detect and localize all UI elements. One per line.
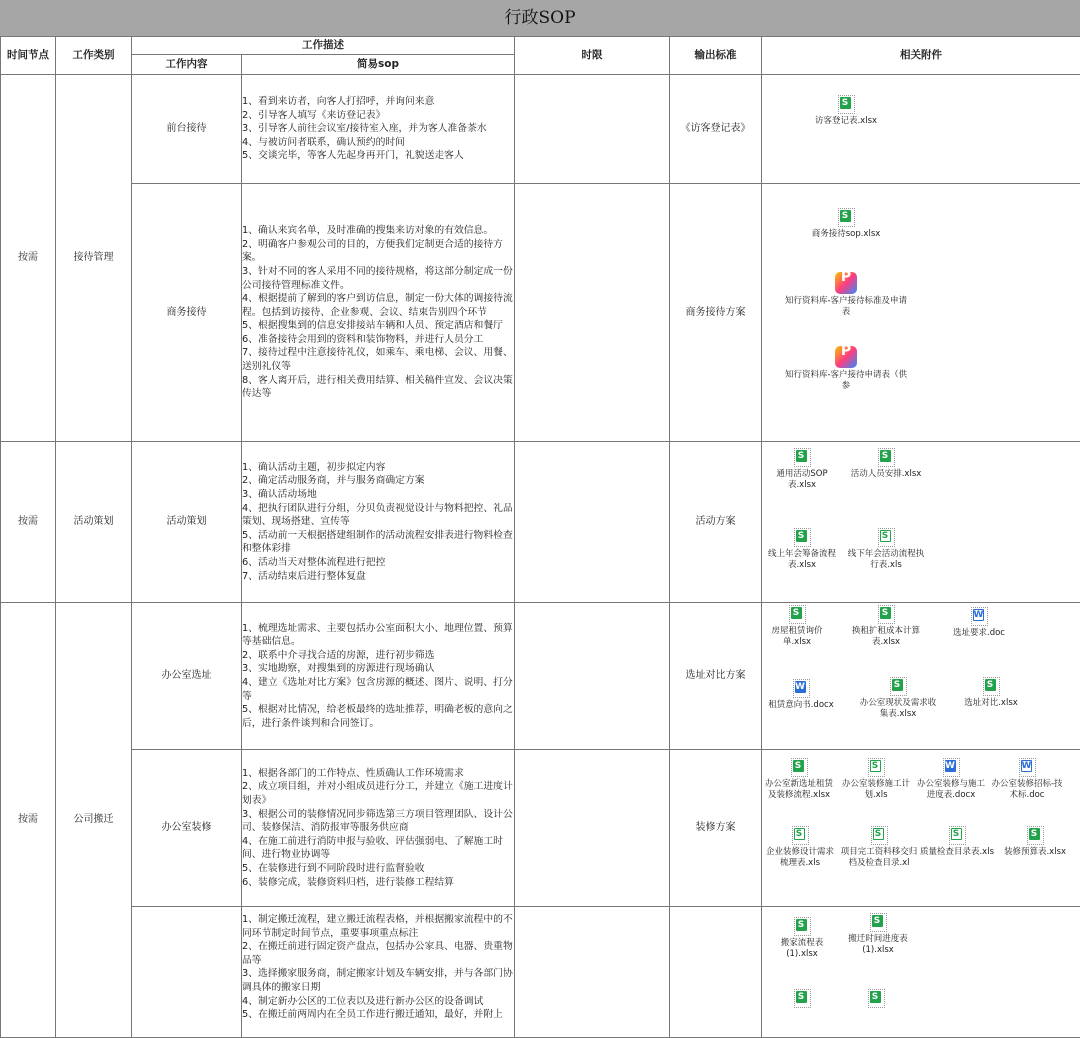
header-output[interactable]: 输出标准 bbox=[670, 37, 762, 75]
time-node-cell[interactable]: 按需 bbox=[1, 75, 56, 442]
attachment-file[interactable] bbox=[847, 605, 925, 647]
deadline-cell[interactable] bbox=[515, 442, 670, 603]
app-file-icon: P bbox=[835, 272, 857, 294]
excel-file-icon: S bbox=[794, 917, 811, 936]
attachment-filename: 线上年会筹备流程表.xlsx bbox=[768, 549, 836, 570]
attachment-filename: 通用活动SOP表.xlsx bbox=[776, 469, 827, 490]
sop-line: 2、确定活动服务商，并与服务商确定方案 bbox=[242, 474, 514, 488]
excel-file-icon: S bbox=[794, 448, 811, 467]
excel-file-icon: S bbox=[868, 758, 885, 777]
sop-line: 8、客人离开后，进行相关费用结算、相关稿件宣发、会议决策传达等 bbox=[242, 374, 514, 401]
sop-line: 3、引导客人前往会议室/接待室入座，并为客人准备茶水 bbox=[242, 122, 514, 136]
attachment-file[interactable] bbox=[837, 989, 915, 1010]
header-simple-sop[interactable]: 简易sop bbox=[242, 55, 515, 75]
sop-line: 2、联系中介寻找合适的房源，进行初步筛选 bbox=[242, 649, 514, 663]
excel-file-icon: S bbox=[792, 826, 809, 845]
sop-line: 2、在搬迁前进行固定资产盘点，包括办公家具、电器、贵重物品等 bbox=[242, 940, 514, 967]
sop-line: 6、准备接待会用到的资料和装饰物料，并进行人员分工 bbox=[242, 333, 514, 347]
output-cell[interactable]: 商务接待方案 bbox=[670, 184, 762, 442]
sop-line: 1、制定搬迁流程，建立搬迁流程表格，并根据搬家流程中的不同环节制定时间节点，重要事项重点标注 bbox=[242, 913, 514, 940]
attachment-file[interactable] bbox=[847, 528, 925, 570]
attachment-filename: 搬家流程表(1).xlsx bbox=[781, 938, 824, 959]
sop-cell[interactable] bbox=[242, 184, 515, 442]
attachment-file[interactable] bbox=[765, 448, 839, 490]
app-file-icon: P bbox=[835, 346, 857, 368]
attachments-cell[interactable] bbox=[762, 603, 1080, 750]
excel-file-icon: S bbox=[868, 989, 885, 1008]
attachment-file[interactable] bbox=[939, 607, 1019, 639]
attachment-filename: 企业装修设计需求梳理表.xls bbox=[766, 847, 834, 868]
attachment-filename: 项目完工资料移交归档及检查目录.xl bbox=[841, 847, 918, 868]
attachment-filename: 办公室装修招标-技术标.doc bbox=[991, 779, 1062, 800]
attachment-filename: 知行资料库-客户接待标准及申请表 bbox=[785, 296, 907, 317]
sop-line: 1、确认来宾名单，及时准确的搜集来访对象的有效信息。 bbox=[242, 224, 514, 238]
deadline-cell[interactable] bbox=[515, 750, 670, 907]
word-file-icon: W bbox=[1019, 758, 1036, 777]
sheet-title: 行政SOP bbox=[0, 0, 1080, 37]
attachment-filename: 租赁意向书.docx bbox=[768, 700, 834, 710]
excel-file-icon: S bbox=[878, 605, 895, 624]
attachment-filename: 知行资料库-客户接待申请表（供参 bbox=[785, 370, 907, 391]
attachment-filename: 房屋租赁询价单.xlsx bbox=[771, 626, 822, 647]
sop-line: 3、选择搬家服务商，制定搬家计划及车辆安排，并与各部门协调具体的搬家日期 bbox=[242, 967, 514, 994]
sop-line: 5、在搬迁前两周内在全员工作进行搬迁通知，最好，并附上 bbox=[242, 1008, 514, 1022]
excel-file-icon: S bbox=[878, 528, 895, 547]
content-cell[interactable]: 办公室选址 bbox=[132, 603, 242, 750]
excel-file-icon: S bbox=[791, 758, 808, 777]
header-work-desc[interactable]: 工作描述 bbox=[132, 37, 515, 55]
excel-file-icon: S bbox=[949, 826, 966, 845]
attachment-file[interactable] bbox=[762, 605, 833, 647]
attachments-cell[interactable] bbox=[762, 184, 1080, 442]
attachment-file[interactable] bbox=[839, 758, 913, 800]
sop-cell[interactable] bbox=[242, 750, 515, 907]
attachment-file[interactable] bbox=[859, 677, 937, 719]
sop-table bbox=[0, 36, 1080, 1038]
sop-line: 7、活动结束后进行整体复盘 bbox=[242, 570, 514, 584]
attachments-cell[interactable] bbox=[762, 907, 1080, 1038]
attachment-file[interactable] bbox=[771, 917, 833, 959]
attachments-cell[interactable] bbox=[762, 750, 1080, 907]
header-work-type[interactable]: 工作类别 bbox=[56, 37, 132, 75]
deadline-cell[interactable] bbox=[515, 907, 670, 1038]
time-node-cell[interactable]: 按需 bbox=[1, 442, 56, 603]
sop-cell[interactable] bbox=[242, 603, 515, 750]
sop-line: 5、在装修进行到不同阶段时进行监督验收 bbox=[242, 862, 514, 876]
output-cell[interactable]: 《访客登记表》 bbox=[670, 75, 762, 184]
word-file-icon: W bbox=[971, 607, 988, 626]
attachment-filename: 选址对比.xlsx bbox=[964, 698, 1018, 708]
deadline-cell[interactable] bbox=[515, 75, 670, 184]
sop-line: 1、根据各部门的工作特点、性质确认工作环境需求 bbox=[242, 767, 514, 781]
attachment-file[interactable] bbox=[771, 989, 833, 1010]
attachment-file[interactable] bbox=[771, 95, 921, 127]
word-file-icon: W bbox=[943, 758, 960, 777]
sop-line: 5、根据搜集到的信息安排接站车辆和人员、预定酒店和餐厅 bbox=[242, 319, 514, 333]
attachment-filename: 线下年会活动流程执行表.xls bbox=[848, 549, 925, 570]
attachment-file[interactable] bbox=[989, 758, 1065, 800]
attachments-cell[interactable] bbox=[762, 442, 1080, 603]
attachment-file[interactable] bbox=[781, 272, 911, 317]
header-time-node[interactable]: 时间节点 bbox=[1, 37, 56, 75]
sop-line: 3、根据公司的装修情况同步筛选第三方项目管理团队、设计公司、装修保洁、消防报审等服务供应商 bbox=[242, 808, 514, 835]
attachment-filename: 办公室装修施工计划.xls bbox=[842, 779, 910, 800]
excel-file-icon: S bbox=[983, 677, 1000, 696]
sop-line: 3、实地勘察，对搜集到的房源进行现场确认 bbox=[242, 662, 514, 676]
category-cell[interactable]: 公司搬迁 bbox=[56, 603, 132, 1038]
attachments-cell[interactable] bbox=[762, 75, 1080, 184]
sop-line: 5、根据对比情况，给老板最终的选址推荐，明确老板的意向之后，进行条件谈判和合同签订。 bbox=[242, 703, 514, 730]
excel-file-icon: S bbox=[870, 913, 887, 932]
attachment-filename: 选址要求.doc bbox=[953, 628, 1005, 638]
attachment-file[interactable] bbox=[839, 826, 919, 868]
sop-line: 3、针对不同的客人采用不同的接待规格，将这部分制定成一份公司接待管理标准文件。 bbox=[242, 265, 514, 292]
sop-line: 7、接待过程中注意接待礼仪，如乘车、乘电梯、会议、用餐、送别礼仪等 bbox=[242, 346, 514, 373]
content-cell[interactable]: 办公室装修 bbox=[132, 750, 242, 907]
deadline-cell[interactable] bbox=[515, 184, 670, 442]
attachment-file[interactable] bbox=[1001, 826, 1069, 858]
sop-cell[interactable] bbox=[242, 442, 515, 603]
excel-file-icon: S bbox=[878, 448, 895, 467]
output-cell[interactable]: 活动方案 bbox=[670, 442, 762, 603]
output-cell[interactable] bbox=[670, 907, 762, 1038]
content-cell[interactable]: 前台接待 bbox=[132, 75, 242, 184]
excel-file-icon: S bbox=[794, 528, 811, 547]
attachment-filename: 办公室装修与施工进度表.docx bbox=[917, 779, 985, 800]
attachment-filename: 办公室现状及需求收集表.xlsx bbox=[860, 698, 937, 719]
header-attachments[interactable]: 相关附件 bbox=[762, 37, 1080, 75]
sop-line: 1、确认活动主题，初步拟定内容 bbox=[242, 461, 514, 475]
header-work-content[interactable]: 工作内容 bbox=[132, 55, 242, 75]
attachment-file[interactable] bbox=[763, 758, 835, 800]
attachment-file[interactable] bbox=[765, 528, 839, 570]
sop-line: 4、与被访问者联系，确认预约的时间 bbox=[242, 136, 514, 150]
attachment-file[interactable] bbox=[915, 758, 987, 800]
attachment-file[interactable] bbox=[847, 448, 925, 480]
excel-file-icon: S bbox=[1027, 826, 1044, 845]
attachment-filename: 换租扩租成本计算表.xlsx bbox=[852, 626, 920, 647]
output-cell[interactable]: 装修方案 bbox=[670, 750, 762, 907]
attachment-filename: 活动人员安排.xlsx bbox=[851, 469, 922, 479]
excel-file-icon: S bbox=[794, 989, 811, 1008]
attachment-filename: 装修预算表.xlsx bbox=[1004, 847, 1066, 857]
sop-line: 5、交谈完毕，等客人先起身再开门，礼貌送走客人 bbox=[242, 149, 514, 163]
category-cell[interactable]: 活动策划 bbox=[56, 442, 132, 603]
deadline-cell[interactable] bbox=[515, 603, 670, 750]
attachment-filename: 访客登记表.xlsx bbox=[815, 116, 877, 126]
attachment-file[interactable] bbox=[781, 346, 911, 391]
sop-line: 1、看到来访者，向客人打招呼，并询问来意 bbox=[242, 95, 514, 109]
sop-line: 4、根据提前了解到的客户到访信息，制定一份大体的调接待流程。包括到访接待、企业参观、会议、结束告别四个环节 bbox=[242, 292, 514, 319]
excel-file-icon: S bbox=[838, 208, 855, 227]
attachment-file[interactable] bbox=[837, 913, 919, 955]
attachment-filename: 办公室新选址租赁及装修流程.xlsx bbox=[765, 779, 833, 800]
excel-file-icon: S bbox=[789, 605, 806, 624]
attachment-file[interactable] bbox=[762, 679, 841, 711]
sop-line: 1、梳理选址需求、主要包括办公室面积大小、地理位置、预算等基础信息。 bbox=[242, 622, 514, 649]
sop-line: 3、确认活动场地 bbox=[242, 488, 514, 502]
header-deadline[interactable]: 时限 bbox=[515, 37, 670, 75]
excel-file-icon: S bbox=[871, 826, 888, 845]
content-cell[interactable]: 商务接待 bbox=[132, 184, 242, 442]
attachment-filename: 商务接待sop.xlsx bbox=[812, 229, 881, 239]
output-cell[interactable]: 选址对比方案 bbox=[670, 603, 762, 750]
sop-cell[interactable] bbox=[242, 75, 515, 184]
time-node-cell[interactable]: 按需 bbox=[1, 603, 56, 1038]
excel-file-icon: S bbox=[838, 95, 855, 114]
sop-line: 4、制定新办公区的工位表以及进行新办公区的设备调试 bbox=[242, 995, 514, 1009]
attachment-filename: 质量检查目录表.xls bbox=[920, 847, 994, 857]
word-file-icon: W bbox=[793, 679, 810, 698]
attachment-file[interactable] bbox=[763, 826, 837, 868]
sop-line: 6、装修完成，装修资料归档，进行装修工程结算 bbox=[242, 876, 514, 890]
sop-cell[interactable] bbox=[242, 907, 515, 1038]
attachment-file[interactable] bbox=[955, 677, 1027, 709]
sop-line: 6、活动当天对整体流程进行把控 bbox=[242, 556, 514, 570]
attachment-file[interactable] bbox=[781, 208, 911, 240]
sop-line: 5、活动前一天根据搭建组制作的活动流程安排表进行物料检查和整体彩排 bbox=[242, 529, 514, 556]
attachment-file[interactable] bbox=[919, 826, 995, 858]
content-cell[interactable]: 活动策划 bbox=[132, 442, 242, 603]
sop-line: 4、把执行团队进行分组，分贝负责视觉设计与物料把控、礼品策划、现场搭建、宣传等 bbox=[242, 502, 514, 529]
content-cell[interactable] bbox=[132, 907, 242, 1038]
sop-line: 2、成立项目组，并对小组成员进行分工，并建立《施工进度计划表》 bbox=[242, 780, 514, 807]
attachment-filename: 搬迁时间进度表(1).xlsx bbox=[848, 934, 908, 955]
excel-file-icon: S bbox=[890, 677, 907, 696]
category-cell[interactable]: 接待管理 bbox=[56, 75, 132, 442]
sop-line: 2、明确客户参观公司的目的，方便我们定制更合适的接待方案。 bbox=[242, 238, 514, 265]
sop-line: 4、在施工前进行消防申报与验收、评估强弱电、了解施工时间、进行物业协调等 bbox=[242, 835, 514, 862]
sop-line: 2、引导客人填写《来访登记表》 bbox=[242, 109, 514, 123]
sop-line: 4、建立《选址对比方案》包含房源的概述、图片、说明、打分等 bbox=[242, 676, 514, 703]
